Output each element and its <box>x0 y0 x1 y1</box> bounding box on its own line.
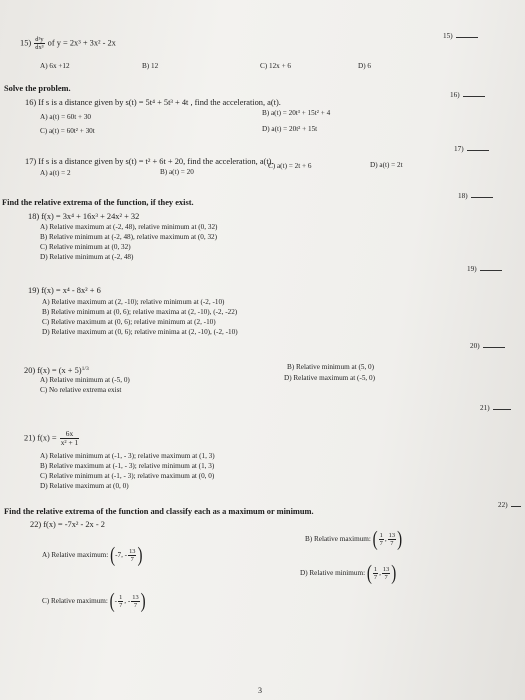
q19-stem: 19) f(x) = x⁴ - 8x² + 6 <box>28 286 101 295</box>
q22-answer-blank[interactable]: 22) <box>498 499 521 510</box>
q21-stem: 21) f(x) = $\frac{6x}{\text{x² + 1}}$ <box>24 429 79 447</box>
page-number: 3 <box>258 686 262 695</box>
section-extrema-heading: Find the relative extrema of the function, if they exist. <box>2 198 194 207</box>
q15-choice-d: D) 6 <box>358 62 371 70</box>
q21-choice-a: A) Relative minimum at (-1, - 3); relative maximum at (1, 3) <box>40 452 215 460</box>
q19-choice-d: D) Relative maximum at (0, 6); relative minima at (2, -10), (-2, -10) <box>42 328 238 336</box>
q21-choice-d: D) Relative maximum at (0, 0) <box>40 482 129 490</box>
q17-choice-d: D) a(t) = 2t <box>370 161 403 169</box>
q15-answer-blank[interactable]: 15) <box>443 30 478 41</box>
q16-answer-blank[interactable]: 16) <box>450 89 485 100</box>
q15-choice-c: C) 12x + 6 <box>260 62 292 70</box>
q19-choice-a: A) Relative maximum at (2, -10); relative minimum at (-2, -10) <box>42 298 225 306</box>
q16-choice-d: D) a(t) = 20t² + 15t <box>262 125 318 133</box>
q16-stem: 16) If s is a distance given by s(t) = 5t⁴ + 5t³ + 4t , find the acceleration, a(t). <box>25 98 281 107</box>
q17-choice-b: B) a(t) = 20 <box>160 168 194 176</box>
q21-answer-blank[interactable]: 21) <box>480 402 511 413</box>
q18-choice-a: A) Relative maximum at (-2, 48), relative minimum at (0, 32) <box>40 223 218 231</box>
q22-stem: 22) f(x) = -7x² - 2x - 2 <box>30 520 105 529</box>
q19-choice-b: B) Relative minimum at (0, 6); relative maxima at (2, -10), (-2, -22) <box>42 308 238 316</box>
q16-choice-c: C) a(t) = 60t² + 30t <box>40 127 95 135</box>
q17-answer-blank[interactable]: 17) <box>454 143 489 154</box>
q22-choice-d: D) Relative minimum: ( $\frac{1}{7}$ , $\frac{13}{7}$ ) <box>300 562 397 585</box>
q20-answer-blank[interactable]: 20) <box>470 340 505 351</box>
q16-choice-b: B) a(t) = 20t³ + 15t² + 4 <box>262 109 331 117</box>
section-solve-heading: Solve the problem. <box>4 84 71 93</box>
q17-choice-c: C) a(t) = 2t + 6 <box>268 162 312 170</box>
q22-choice-c: C) Relative maximum: (- $\frac{1}{7}$ , - $\frac{13}{7}$ ) <box>42 590 146 613</box>
q19-answer-blank[interactable]: 19) <box>467 263 502 274</box>
q18-choice-d: D) Relative minimum at (-2, 48) <box>40 253 134 261</box>
q15-choice-b: B) 12 <box>142 62 159 70</box>
q20-choice-c: C) No relative extrema exist <box>40 386 122 394</box>
q18-stem: 18) f(x) = 3x⁴ + 16x³ + 24x² + 32 <box>28 212 140 221</box>
q18-choice-b: B) Relative minimum at (-2, 48), relative maximum at (0, 32) <box>40 233 218 241</box>
q22-choice-a: A) Relative maximum: (-7, - $\frac{13}{7}$ ) <box>42 544 143 567</box>
q15-stem: 15) $\frac{\text{d³y}}{\text{dx³}}$ of y = 2x³ + 3x² - 2x <box>20 36 116 51</box>
q21-choice-c: C) Relative minimum at (-1, - 3); relative maximum at (0, 0) <box>40 472 215 480</box>
q17-stem: 17) If s is a distance given by s(t) = t² + 6t + 20, find the acceleration, a(t). <box>25 157 274 166</box>
q19-choice-c: C) Relative maximum at (0, 6); relative minimum at (2, -10) <box>42 318 216 326</box>
q20-choice-b: B) Relative minimum at (5, 0) <box>287 363 375 371</box>
q16-choice-a: A) a(t) = 60t + 30 <box>40 113 92 121</box>
q18-choice-c: C) Relative minimum at (0, 32) <box>40 243 131 251</box>
q18-answer-blank[interactable]: 18) <box>458 190 493 201</box>
section-classify-heading: Find the relative extrema of the function and classify each as a maximum or minimum. <box>4 507 314 516</box>
q15-choice-a: A) 6x +12 <box>40 62 70 70</box>
q17-choice-a: A) a(t) = 2 <box>40 169 71 177</box>
q22-choice-b: B) Relative maximum: ( $\frac{1}{7}$ , $\frac{13}{7}$ ) <box>305 528 403 551</box>
q20-choice-d: D) Relative maximum at (-5, 0) <box>284 374 376 382</box>
q21-choice-b: B) Relative maximum at (-1, - 3); relative minimum at (1, 3) <box>40 462 215 470</box>
q20-stem: 20) $f(x) = (x + 5)^{1/3}$ <box>24 366 89 375</box>
q20-choice-a: A) Relative minimum at (-5, 0) <box>40 376 130 384</box>
